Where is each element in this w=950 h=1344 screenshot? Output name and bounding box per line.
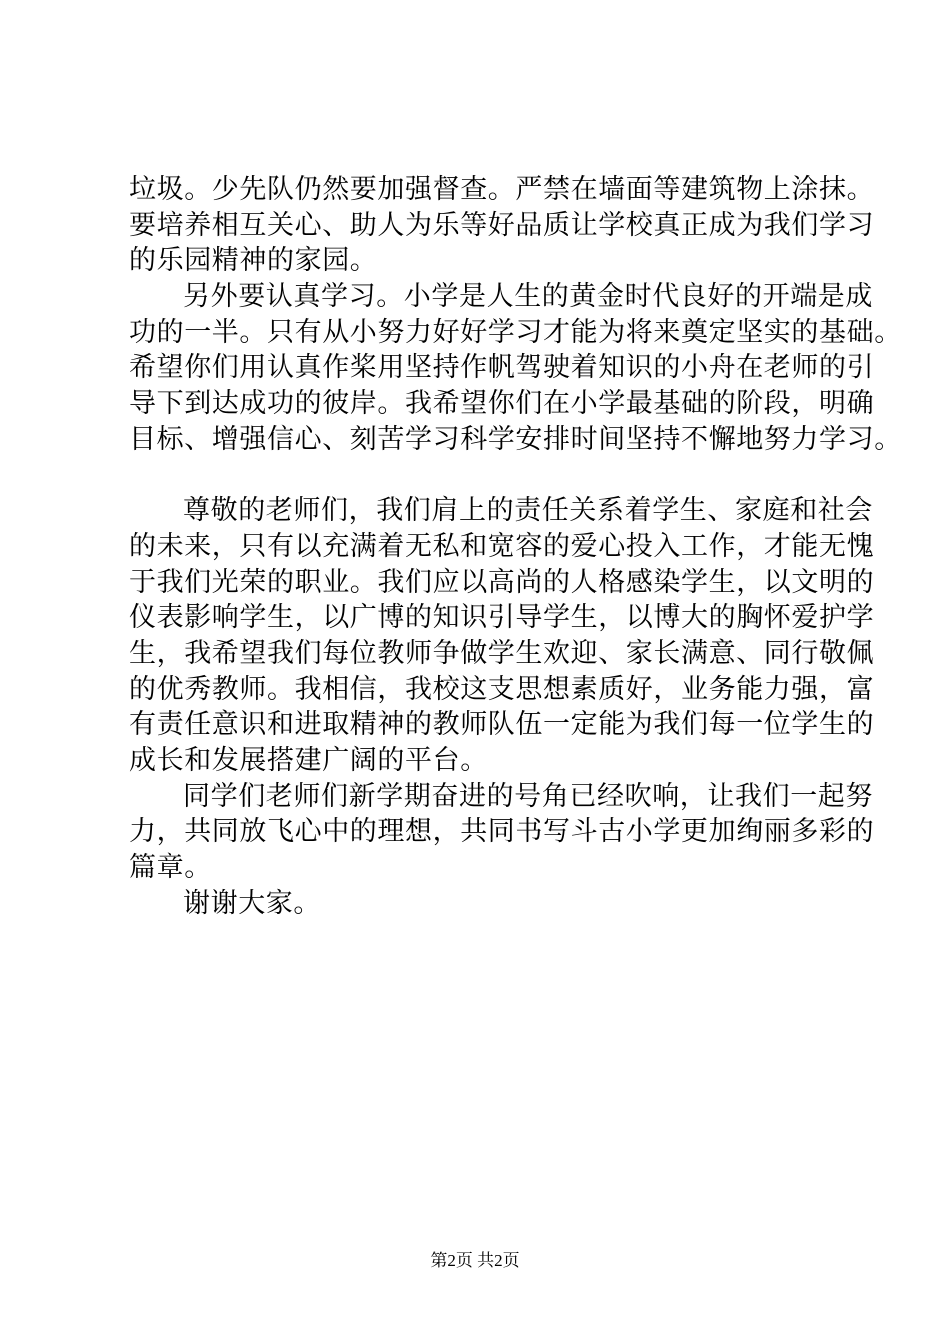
paragraph-start-line: 另外要认真学习。小学是人生的黄金时代良好的开端是成 [183, 281, 873, 313]
text-line: 希望你们用认真作桨用坚持作帆驾驶着知识的小舟在老师的引 [129, 352, 875, 384]
text-line: 力，共同放飞心中的理想，共同书写斗古小学更加绚丽多彩的 [129, 816, 875, 848]
text-line: 垃圾。少先队仍然要加强督查。严禁在墙面等建筑物上涂抹。 [129, 174, 875, 205]
text-line: 功的一半。只有从小努力好好学习才能为将来奠定坚实的基础。 [129, 316, 902, 348]
text-line: 导下到达成功的彼岸。我希望你们在小学最基础的阶段，明确 [129, 388, 875, 420]
closing-line: 谢谢大家。 [183, 887, 321, 919]
text-line: 生，我希望我们每位教师争做学生欢迎、家长满意、同行敬佩 [129, 637, 875, 669]
text-line: 有责任意识和进取精神的教师队伍一定能为我们每一位学生的 [129, 709, 875, 741]
paragraph-start-line: 同学们老师们新学期奋进的号角已经吹响，让我们一起努 [183, 780, 873, 812]
text-line: 的乐园精神的家园。 [129, 245, 378, 277]
text-line: 要培养相互关心、助人为乐等好品质让学校真正成为我们学习 [129, 209, 875, 241]
text-line: 的优秀教师。我相信，我校这支思想素质好，业务能力强，富 [129, 673, 875, 705]
text-line: 的未来，只有以充满着无私和宽容的爱心投入工作，才能无愧 [129, 530, 875, 562]
paragraph-start-line: 尊敬的老师们，我们肩上的责任关系着学生、家庭和社会 [183, 495, 873, 527]
paragraph-gap [129, 458, 829, 494]
text-line: 目标、增强信心、刻苦学习科学安排时间坚持不懈地努力学习。 [129, 423, 902, 455]
document-body [129, 172, 902, 921]
text-line: 篇章。 [129, 852, 212, 884]
page-footer [0, 1246, 950, 1271]
page-number-label: 第2页 共2页 [430, 1251, 520, 1270]
text-line: 成长和发展搭建广阔的平台。 [129, 745, 488, 776]
text-line: 仪表影响学生，以广博的知识引导学生，以博大的胸怀爱护学 [129, 602, 875, 634]
text-line: 于我们光荣的职业。我们应以高尚的人格感染学生，以文明的 [129, 566, 875, 598]
